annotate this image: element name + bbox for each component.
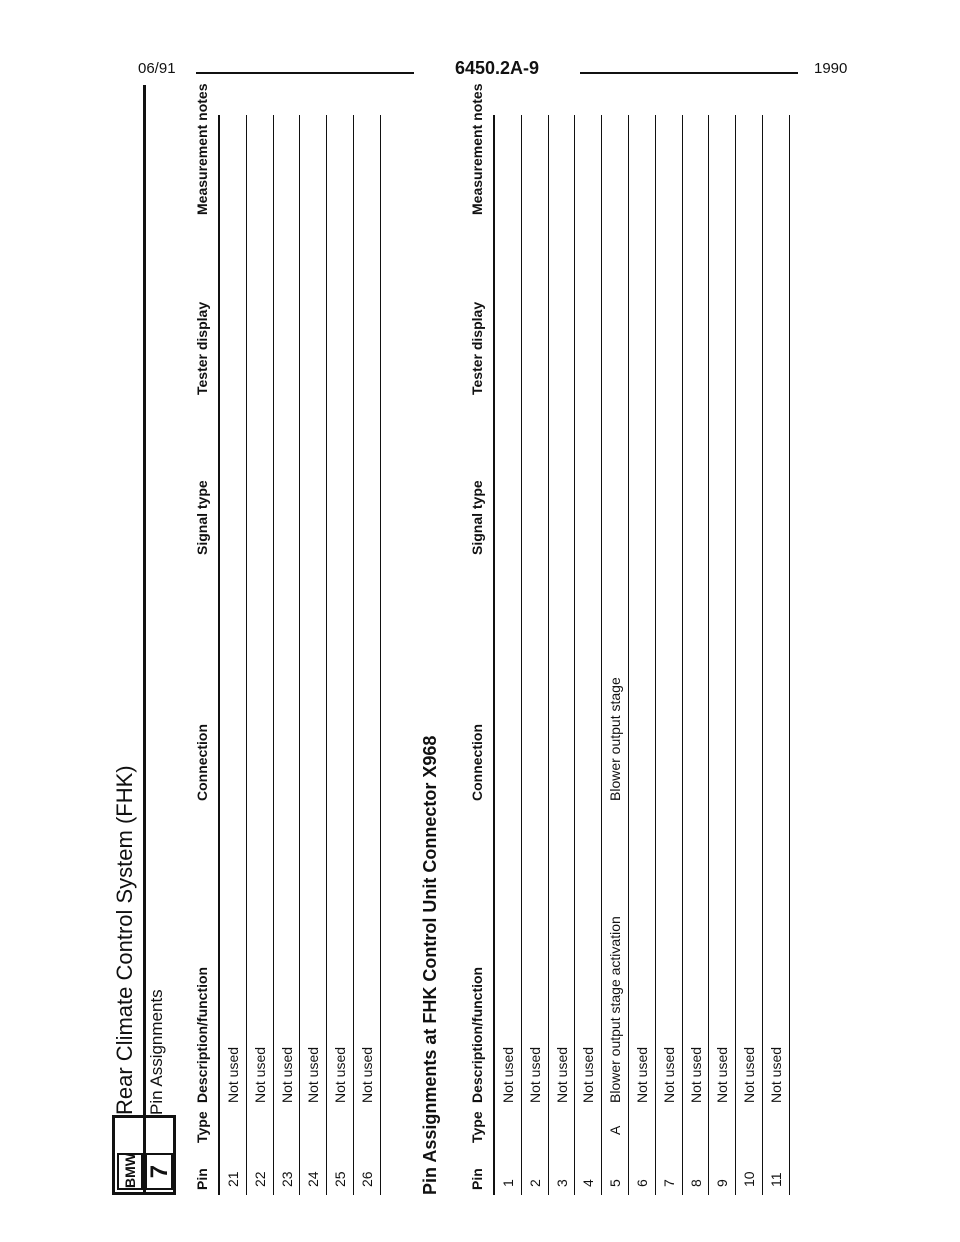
header-rule-left bbox=[196, 72, 414, 74]
table-row bbox=[763, 115, 790, 1195]
col-tester-display: Tester display bbox=[469, 301, 485, 395]
table-row bbox=[327, 115, 354, 1195]
description-cell: Not used bbox=[580, 1046, 597, 1103]
table-row bbox=[218, 115, 247, 1195]
description-cell: Not used bbox=[767, 1046, 784, 1103]
description-cell: Blower output stage activation bbox=[607, 916, 624, 1103]
col-type: Type bbox=[194, 1111, 210, 1143]
type-cell: A bbox=[607, 1125, 624, 1135]
description-cell: Not used bbox=[358, 1046, 375, 1103]
connection-cell: Blower output stage bbox=[607, 677, 624, 801]
description-cell: Not used bbox=[741, 1046, 758, 1103]
table-row bbox=[683, 115, 710, 1195]
col-signal-type: Signal type bbox=[469, 480, 485, 555]
bmw-7-badge bbox=[112, 1115, 176, 1195]
table-row bbox=[575, 115, 602, 1195]
badge-series: 7 bbox=[145, 1153, 173, 1190]
pin-cell: 7 bbox=[660, 1179, 677, 1187]
col-signal-type: Signal type bbox=[194, 480, 210, 555]
col-connection: Connection bbox=[469, 724, 485, 801]
table-row bbox=[602, 115, 629, 1195]
pin-cell: 23 bbox=[278, 1171, 295, 1187]
col-measurement-notes: Measurement notes bbox=[194, 83, 210, 215]
page-title: Rear Climate Control System (FHK) bbox=[112, 765, 137, 1115]
col-pin: Pin bbox=[469, 1168, 485, 1190]
table-row bbox=[493, 115, 522, 1195]
table1 bbox=[218, 115, 381, 1195]
document-code: 6450.2A-9 bbox=[455, 58, 540, 78]
rotated-page-content bbox=[112, 83, 852, 1195]
description-cell: Not used bbox=[305, 1046, 322, 1103]
col-measurement-notes: Measurement notes bbox=[469, 83, 485, 215]
description-cell: Not used bbox=[225, 1046, 241, 1103]
table-row bbox=[274, 115, 301, 1195]
col-pin: Pin bbox=[194, 1168, 210, 1190]
pin-cell: 24 bbox=[305, 1171, 322, 1187]
col-type: Type bbox=[469, 1111, 485, 1143]
pin-cell: 9 bbox=[714, 1179, 731, 1187]
col-tester-display: Tester display bbox=[194, 301, 210, 395]
description-cell: Not used bbox=[332, 1046, 349, 1103]
pin-cell: 10 bbox=[741, 1171, 758, 1187]
header-date: 06/91 bbox=[138, 60, 176, 77]
pin-cell: 1 bbox=[500, 1179, 516, 1187]
header-year: 1990 bbox=[814, 60, 848, 77]
pin-cell: 21 bbox=[225, 1171, 241, 1187]
table-row bbox=[709, 115, 736, 1195]
col-connection: Connection bbox=[194, 724, 210, 801]
table-row bbox=[549, 115, 576, 1195]
description-cell: Not used bbox=[251, 1046, 268, 1103]
pin-cell: 4 bbox=[580, 1179, 597, 1187]
pin-cell: 26 bbox=[358, 1171, 375, 1187]
description-cell: Not used bbox=[687, 1046, 704, 1103]
pin-cell: 3 bbox=[553, 1179, 570, 1187]
pin-cell: 25 bbox=[332, 1171, 349, 1187]
page-subtitle: Pin Assignments bbox=[147, 989, 166, 1115]
pin-cell: 5 bbox=[607, 1179, 624, 1187]
table1-header bbox=[190, 83, 216, 1195]
header-rule-right bbox=[580, 72, 798, 74]
table-row bbox=[629, 115, 656, 1195]
description-cell: Not used bbox=[660, 1046, 677, 1103]
section-title: Pin Assignments at FHK Control Unit Connector X968 bbox=[420, 735, 440, 1195]
pin-cell: 6 bbox=[633, 1179, 650, 1187]
table-row bbox=[522, 115, 549, 1195]
table2-header bbox=[465, 83, 491, 1195]
description-cell: Not used bbox=[500, 1046, 516, 1103]
col-description: Description/function bbox=[469, 966, 485, 1103]
description-cell: Not used bbox=[553, 1046, 570, 1103]
table-row bbox=[247, 115, 274, 1195]
table-row bbox=[656, 115, 683, 1195]
table-row bbox=[300, 115, 327, 1195]
pin-cell: 11 bbox=[767, 1172, 784, 1187]
table-row bbox=[736, 115, 763, 1195]
pin-cell: 2 bbox=[526, 1179, 543, 1187]
description-cell: Not used bbox=[633, 1046, 650, 1103]
description-cell: Not used bbox=[278, 1046, 295, 1103]
badge-brand: BMW bbox=[117, 1153, 143, 1190]
pin-cell: 8 bbox=[687, 1179, 704, 1187]
col-description: Description/function bbox=[194, 966, 210, 1103]
table-row bbox=[354, 115, 381, 1195]
pin-cell: 22 bbox=[251, 1171, 268, 1187]
table2 bbox=[493, 115, 790, 1195]
description-cell: Not used bbox=[526, 1046, 543, 1103]
description-cell: Not used bbox=[714, 1046, 731, 1103]
